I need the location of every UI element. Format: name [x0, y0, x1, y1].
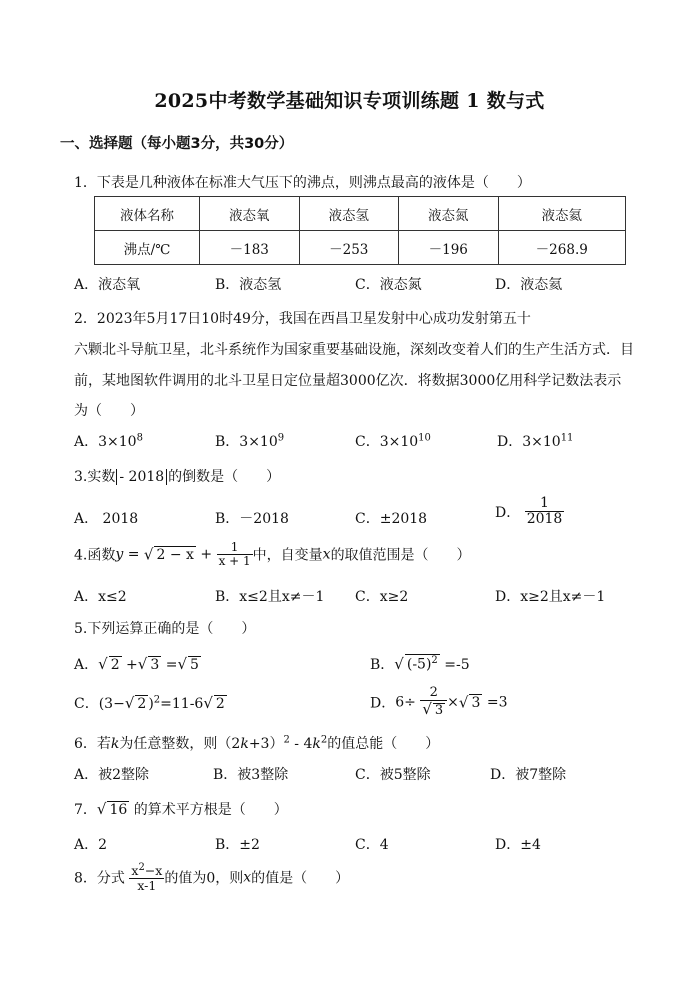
q4-option-c: C．x≥2	[355, 589, 409, 605]
q2-option-a: A．$3\times 10^8$	[74, 432, 143, 450]
table-cell: －183	[200, 231, 300, 265]
abs-value-expression: - 2018	[116, 469, 167, 485]
fraction: $\frac{1}{x + 1}$	[218, 540, 251, 569]
q3-option-b: B．－2018	[215, 511, 289, 527]
q7-option-c: C．4	[355, 837, 389, 853]
q7-option-d: D．±4	[495, 837, 541, 853]
fraction: $\frac{x^2-x}{x-1}$	[131, 862, 163, 893]
q1-option-d: D．液态氦	[495, 277, 563, 293]
q6-option-c: C．被5整除	[355, 767, 431, 783]
q7-option-b: B．±2	[215, 837, 260, 853]
q4-option-b: B．x≤2且x≠－1	[215, 589, 325, 605]
page-title: 2025中考数学基础知识专项训练题 1 数与式	[154, 90, 545, 112]
table-cell: 液态氮	[399, 197, 499, 231]
fraction: $\frac{1}{2018}$	[526, 495, 563, 528]
boiling-point-table	[94, 196, 626, 265]
q3-option-a: A． 2018	[74, 511, 139, 527]
table-cell: 液态氧	[200, 197, 300, 231]
question-6-stem: 6．若k为任意整数，则$(2k+3)^2 - 4k^2$的值总能（ ）	[74, 734, 440, 752]
q2-option-d: D．$3\times 10^{11}$	[497, 432, 574, 450]
question-2-line-2: 六颗北斗导航卫星，北斗系统作为国家重要基础设施，深刻改变着人们的生产生活方式．目	[74, 342, 634, 358]
question-3-stem: 3.实数 - 2018 的倒数是（ ）	[74, 469, 281, 485]
fraction: $\frac{2}{√ 3}$	[420, 686, 447, 719]
q4-option-a: A．x≤2	[74, 589, 127, 605]
question-7-stem: 7．√ 16 的算术平方根是（ ）	[74, 800, 288, 818]
table-cell: －196	[399, 231, 499, 265]
q2-option-b: B．$3\times 10^9$	[215, 432, 285, 450]
table-cell: 液体名称	[95, 197, 200, 231]
q1-option-c: C．液态氮	[355, 277, 422, 293]
q3-option-d: D． $\frac{1}{2018}$	[495, 495, 563, 528]
q1-option-b: B．液态氢	[215, 277, 282, 293]
q5-option-a: A．√ 2 +√ 3 =√ 5	[74, 655, 199, 673]
question-1-stem: 1．下表是几种液体在标准大气压下的沸点，则沸点最高的液体是（ ）	[74, 175, 531, 191]
q2-option-c: C．$3\times 10^{10}$	[355, 432, 431, 450]
q7-option-a: A．2	[74, 837, 108, 853]
table-cell: 液态氦	[498, 197, 626, 231]
table-row	[95, 231, 626, 265]
q1-option-a: A．液态氧	[74, 277, 141, 293]
q4-option-d: D．x≥2且x≠－1	[495, 589, 606, 605]
table-header-row	[95, 197, 626, 231]
q6-option-d: D．被7整除	[490, 767, 567, 783]
q6-option-a: A．被2整除	[74, 767, 150, 783]
table-cell: －253	[299, 231, 399, 265]
table-cell: 液态氢	[299, 197, 399, 231]
q6-option-b: B．被3整除	[213, 767, 289, 783]
question-4-stem: 4.函数y = √ 2 − x + $\frac{1}{x + 1}$ 中，自变量x的取值范围是（ ）	[74, 540, 471, 569]
question-8-stem: 8．分式 $\frac{x^2-x}{x-1}$ 的值为0，则x的值是（ ）	[74, 862, 350, 893]
question-2-line-4: 为（ ）	[74, 403, 144, 419]
q5-option-d: D．6÷ $\frac{2}{√ 3}$ ×√ 3 =3	[370, 685, 508, 719]
question-2-line-3: 前，某地图软件调用的北斗卫星日定位量超3000亿次．将数据3000亿用科学记数法表示	[74, 373, 622, 389]
q5-option-c: C．(3−√ 2 )$^2$=11-6√ 2	[74, 694, 225, 712]
table-cell: －268.9	[498, 231, 626, 265]
section-heading: 一、选择题（每小题3分，共30分）	[60, 136, 294, 152]
q5-option-b: B．√ $(-5)^2 =-5$	[370, 655, 470, 673]
sqrt-expression: 2 − x	[156, 547, 194, 564]
table-cell: 沸点/℃	[95, 231, 200, 265]
q3-option-c: C．±2018	[355, 511, 428, 527]
question-5-stem: 5.下列运算正确的是（ ）	[74, 621, 256, 637]
question-2-line-1: 2．2023年5月17日10时49分，我国在西昌卫星发射中心成功发射第五十	[74, 311, 531, 327]
